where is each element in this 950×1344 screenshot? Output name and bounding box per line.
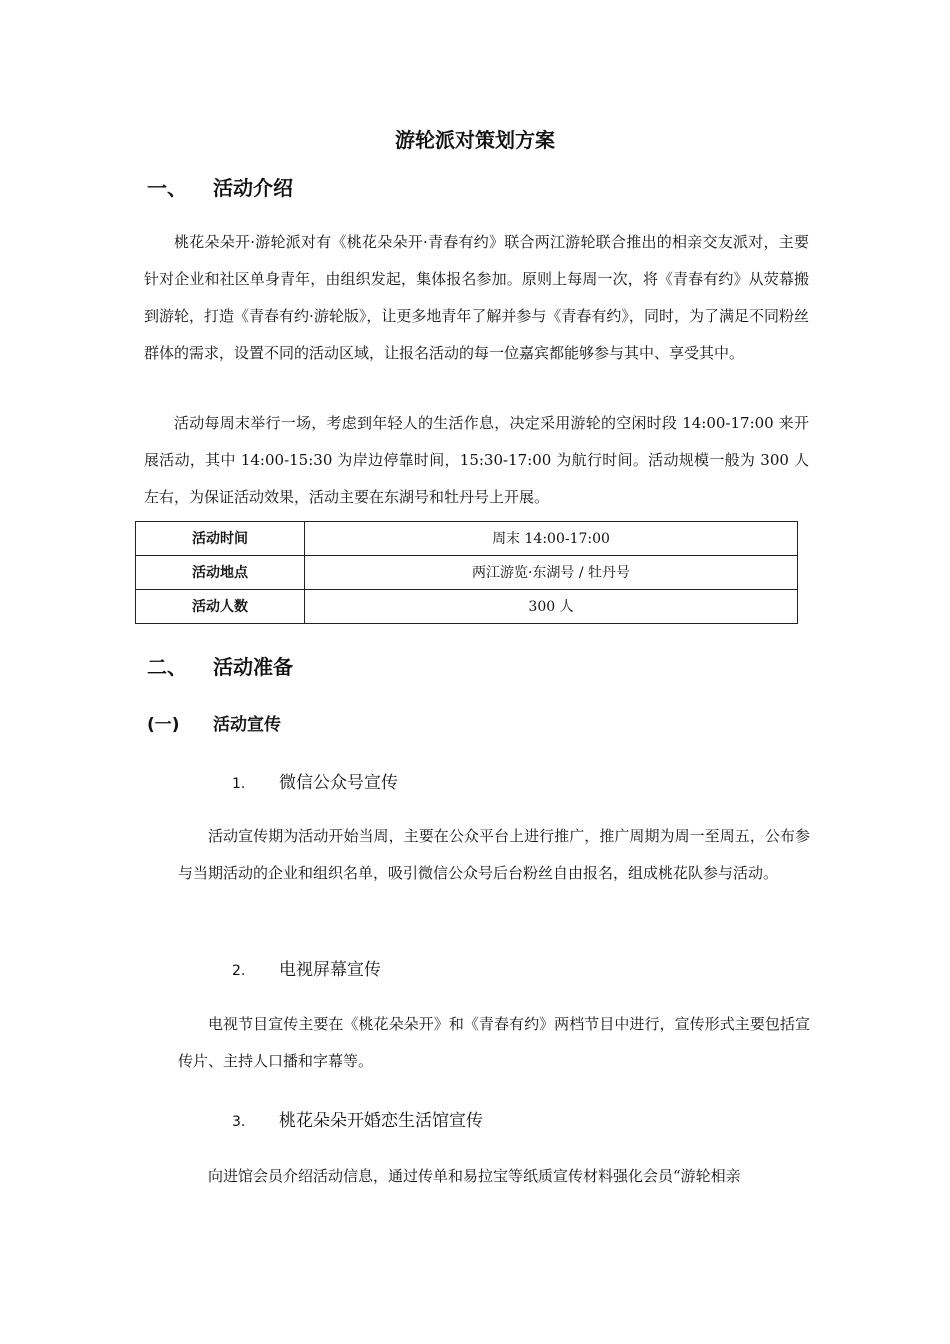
subsection-number: (一) [147, 715, 180, 735]
item-paragraph-tv: 电视节目宣传主要在《桃花朵朵开》和《青春有约》两档节目中进行，宣传形式主要包括宣传片、主持人口播和字幕等。 [178, 1015, 810, 1070]
page-title: 游轮派对策划方案 [395, 128, 555, 152]
item-title: 桃花朵朵开婚恋生活馆宣传 [279, 1111, 483, 1131]
intro-paragraph-1: 桃花朵朵开·游轮派对有《桃花朵朵开·青春有约》联合两江游轮联合推出的相亲交友派对，主要针对企业和社区单身青年，由组织发起，集体报名参加。原则上每周一次，将《青春有约》从荧幕搬到游轮，打造《青春有约·游轮版》，让更多地青年了解并参与《青春有约》，同时，为了满足不同粉丝群体的需求，设置不同的活动区域，让报名活动的每一位嘉宾都能够参与其中、享受其中。 [144, 233, 809, 362]
section-heading-intro [147, 172, 293, 201]
item-title: 微信公众号宣传 [279, 773, 398, 793]
section-number: 一、 [147, 176, 187, 200]
item-heading-venue [232, 1106, 483, 1131]
item-number: 3. [232, 1114, 246, 1130]
subsection-title: 活动宣传 [213, 715, 281, 735]
table-key: 活动时间 [136, 522, 305, 556]
item-number: 2. [232, 963, 246, 979]
section-number: 二、 [147, 655, 187, 679]
table-key: 活动地点 [136, 556, 305, 590]
intro-paragraph-2: 活动每周末举行一场，考虑到年轻人的生活作息，决定采用游轮的空闲时段 14:00-17:00 来开展活动，其中 14:00-15:30 为岸边停靠时间，15:30-17:00 为航行时间。活动规模一般为 300 人左右，为保证活动效果，活动主要在东湖号和牡丹号上开展。 [144, 414, 809, 506]
table-value: 两江游览·东湖号 / 牡丹号 [305, 556, 798, 590]
table-key: 活动人数 [136, 590, 305, 624]
table-row [136, 590, 798, 624]
table-value: 300 人 [305, 590, 798, 624]
item-heading-wechat [232, 768, 398, 793]
section-title: 活动介绍 [213, 176, 293, 200]
item-heading-tv [232, 955, 381, 980]
table-row [136, 522, 798, 556]
activity-info-table [135, 521, 798, 624]
table-row [136, 556, 798, 590]
section-heading-prep [147, 651, 293, 680]
item-title: 电视屏幕宣传 [279, 960, 381, 980]
item-paragraph-wechat: 活动宣传期为活动开始当周，主要在公众平台上进行推广，推广周期为周一至周五，公布参与当期活动的企业和组织名单，吸引微信公众号后台粉丝自由报名，组成桃花队参与活动。 [178, 827, 810, 882]
item-number: 1. [232, 776, 246, 792]
section-title: 活动准备 [213, 655, 293, 679]
subsection-heading-promo [147, 710, 281, 735]
table-value: 周末 14:00-17:00 [305, 522, 798, 556]
item-paragraph-venue: 向进馆会员介绍活动信息，通过传单和易拉宝等纸质宣传材料强化会员“游轮相亲 [208, 1167, 741, 1185]
